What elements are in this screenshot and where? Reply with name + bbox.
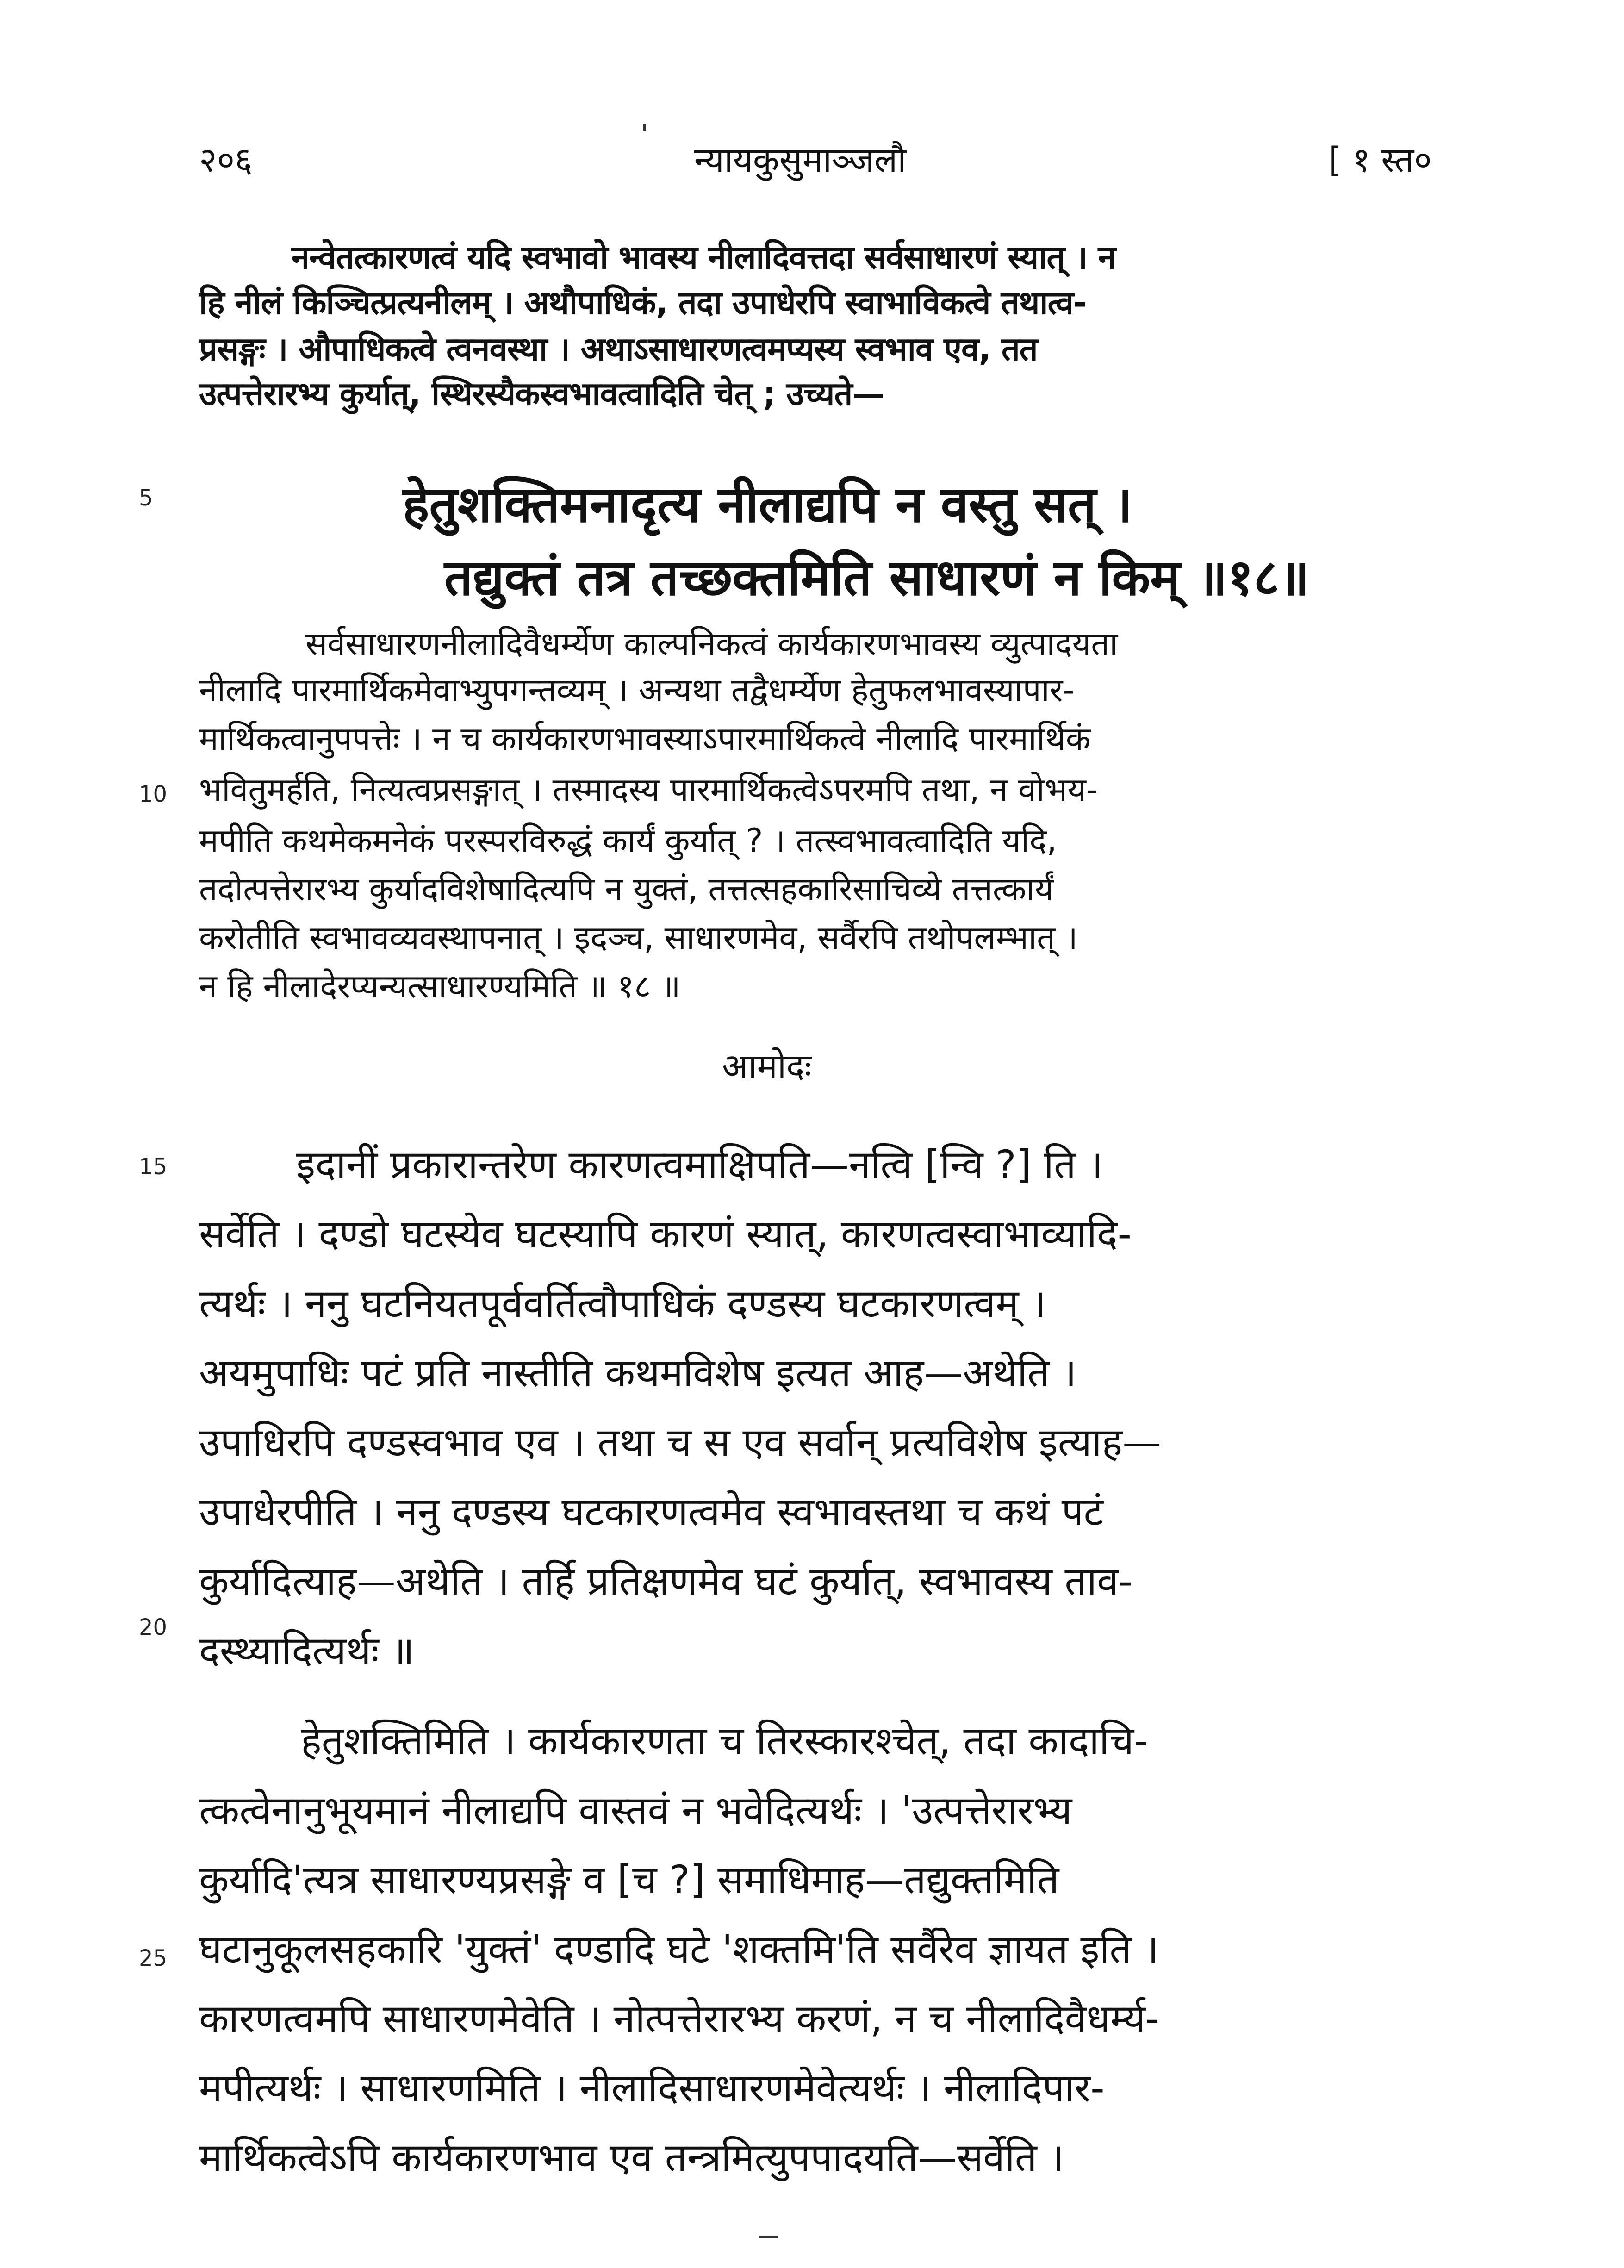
page-number: २०६ bbox=[199, 140, 253, 180]
text-line: कारणत्वमपि साधारणमेवेति । नोत्पत्तेरारभ्य करणं, न च नीलादिवैधर्म्य- bbox=[199, 1996, 1160, 2041]
text-line: न हि नीलादेरप्यन्यत्साधारण्यमिति ॥ १८ ॥ bbox=[199, 967, 681, 1005]
text-line: करोतीति स्वभावव्यवस्थापनात् । इदञ्च, साधारणमेव, सर्वैरपि तथोपलम्भात् । bbox=[199, 919, 1078, 957]
text-line: इदानीं प्रकारान्तरेण कारणत्वमाक्षिपति—नत्वि [न्वि ?] ति । bbox=[296, 1142, 1103, 1187]
text-line: दस्थ्यादित्यर्थः ॥ bbox=[199, 1628, 415, 1673]
text-line: तदोत्पत्तेरारभ्य कुर्यादविशेषादित्यपि न युक्तं, तत्तत्सहकारिसाचिव्ये तत्तत्कार्यं bbox=[199, 870, 1054, 908]
ink-speck bbox=[643, 124, 646, 131]
text-line: मपीत्यर्थः । साधारणमिति । नीलादिसाधारणमेवेत्यर्थः । नीलादिपार- bbox=[199, 2065, 1105, 2111]
section-marker: [ १ स्त० bbox=[1328, 140, 1432, 180]
text-line: उपाधिरपि दण्डस्वभाव एव । तथा च स एव सर्वान् प्रत्यविशेष इत्याह— bbox=[199, 1420, 1162, 1465]
line-number: 15 bbox=[139, 1154, 168, 1180]
ink-speck bbox=[759, 2236, 778, 2238]
text-line: नन्वेतत्कारणत्वं यदि स्वभावो भावस्य नीलादिवत्तदा सर्वसाधारणं स्यात् । न bbox=[292, 238, 1116, 276]
text-line: मार्थिकत्वानुपपत्तेः । न च कार्यकारणभावस्याऽपारमार्थिकत्वे नीलादि पारमार्थिकं bbox=[199, 720, 1091, 758]
line-number: 10 bbox=[139, 781, 168, 807]
text-line: सर्वेति । दण्डो घटस्येव घटस्यापि कारणं स्यात्, कारणत्वस्वाभाव्यादि- bbox=[199, 1211, 1132, 1257]
text-line: मार्थिकत्वेऽपि कार्यकारणभाव एव तन्त्रमित्युपपादयति—सर्वेति । bbox=[199, 2135, 1064, 2180]
text-line: त्कत्वेनानुभूयमानं नीलाद्यपि वास्तवं न भवेदित्यर्थः । 'उत्पत्तेरारभ्य bbox=[199, 1788, 1072, 1833]
text-line: अयमुपाधिः पटं प्रति नास्तीति कथमविशेष इत्यत आह—अथेति । bbox=[199, 1350, 1077, 1396]
text-line: भवितुमर्हति, नित्यत्वप्रसङ्गात् । तस्मादस्य पारमार्थिकत्वेऽपरमपि तथा, न वोभय- bbox=[199, 771, 1098, 809]
verse-line: तद्युक्तं तत्र तच्छक्तमिति साधारणं न किम् ॥१८॥ bbox=[444, 549, 1310, 607]
text-line: प्रसङ्गः । औपाधिकत्वे त्वनवस्था । अथाऽसाधारणत्वमप्यस्य स्वभाव एव, तत bbox=[199, 330, 1038, 368]
line-number: 20 bbox=[139, 1614, 168, 1640]
text-line: कुर्यादित्याह—अथेति । तर्हि प्रतिक्षणमेव घटं कुर्यात्, स्वभावस्य ताव- bbox=[199, 1558, 1133, 1604]
verse-line: हेतुशक्तिमनादृत्य नीलाद्यपि न वस्तु सत् । bbox=[403, 476, 1133, 534]
running-title: न्यायकुसुमाञ्जलौ bbox=[694, 140, 907, 180]
line-number: 5 bbox=[139, 485, 153, 511]
text-line: घटानुकूलसहकारि 'युक्तं' दण्डादि घटे 'शक्तमि'ति सर्वैरेव ज्ञायत इति । bbox=[199, 1926, 1159, 1972]
text-line: नीलादि पारमार्थिकमेवाभ्युपगन्तव्यम् । अन्यथा तद्वैधर्म्येण हेतुफलभावस्यापार- bbox=[199, 671, 1075, 709]
text-line: सर्वसाधारणनीलादिवैधर्म्येण काल्पनिकत्वं कार्यकारणभावस्य व्युत्पादयता bbox=[305, 625, 1118, 663]
line-number: 25 bbox=[139, 1945, 168, 1971]
text-line: हि नीलं किञ्चित्प्रत्यनीलम् । अथौपाधिकं, तदा उपाधेरपि स्वाभाविकत्वे तथात्व- bbox=[199, 284, 1087, 322]
text-line: मपीति कथमेकमनेकं परस्परविरुद्धं कार्यं कुर्यात् ? । तत्स्वभावत्वादिति यदि, bbox=[199, 822, 1057, 860]
text-line: हेतुशक्तिमिति । कार्यकारणता च तिरस्कारश्चेत्, तदा कादाचि- bbox=[301, 1718, 1148, 1763]
text-line: उपाधेरपीति । ननु दण्डस्य घटकारणत्वमेव स्वभावस्तथा च कथं पटं bbox=[199, 1489, 1103, 1534]
text-line: त्यर्थः । ननु घटनियतपूर्ववर्तित्वौपाधिकं दण्डस्य घटकारणत्वम् । bbox=[199, 1281, 1046, 1326]
text-line: उत्पत्तेरारभ्य कुर्यात्, स्थिरस्यैकस्वभावत्वादिति चेत् ; उच्यते— bbox=[199, 375, 884, 413]
text-line: कुर्यादि'त्यत्र साधारण्यप्रसङ्गे व [च ?] समाधिमाह—तद्युक्तमिति bbox=[199, 1857, 1059, 1902]
section-heading: आमोदः bbox=[722, 1047, 812, 1086]
